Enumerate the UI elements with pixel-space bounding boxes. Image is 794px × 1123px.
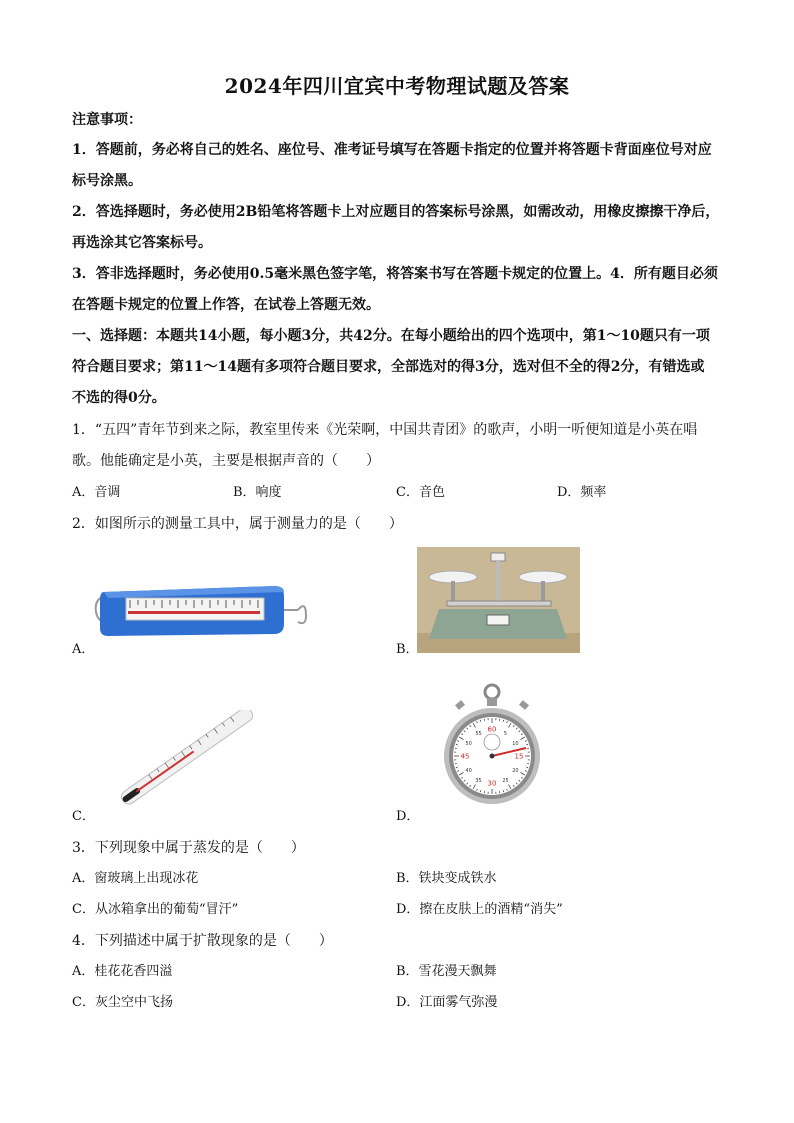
stopwatch-label: 30 <box>487 779 497 788</box>
stopwatch-label: 40 <box>465 768 472 774</box>
q4-option-a: A．桂花花香四溢 <box>72 964 173 979</box>
section-1-line-2: 符合题目要求；第11～14题有多项符合题目要求，全部选对的得3分，选对但不全的得2分，有错选或 <box>72 359 705 375</box>
stopwatch-label: 25 <box>502 777 509 784</box>
balance-icon <box>417 547 580 653</box>
q1-option-b: B．响度 <box>233 485 282 500</box>
q2-option-b: B． <box>396 642 419 657</box>
section-1-line-3: 不选的得0分。 <box>72 390 166 406</box>
stopwatch-image <box>442 682 542 806</box>
notice-item-3-line-1: 3．答非选择题时，务必使用0.5毫米黑色签字笔，将答案书写在答题卡规定的位置上。4．所有题目必须 <box>72 266 718 282</box>
section-1-line-1: 一、选择题：本题共14小题，每小题3分，共42分。在每小题给出的四个选项中，第1～10题只有一项 <box>72 328 710 344</box>
stopwatch-label: 15 <box>514 752 524 761</box>
q3-option-c: C．从冰箱拿出的葡萄“冒汗” <box>72 902 239 917</box>
notice-item-2-line-1: 2．答选择题时，务必使用2B铅笔将答题卡上对应题目的答案标号涂黑，如需改动，用橡皮擦擦干净后， <box>72 204 720 220</box>
q4-option-d: D．江面雾气弥漫 <box>396 995 498 1010</box>
q4-option-c: C．灰尘空中飞扬 <box>72 995 173 1010</box>
thermometer-image <box>106 710 266 805</box>
spring-scale-image <box>94 578 316 640</box>
stopwatch-label: 35 <box>475 777 482 784</box>
stopwatch-label: 50 <box>465 741 472 747</box>
q1-option-c: C．音色 <box>396 485 445 500</box>
notice-item-2-line-2: 再选涂其它答案标号。 <box>72 235 212 251</box>
stopwatch-label: 55 <box>475 731 482 738</box>
notice-item-1-line-2: 标号涂黑。 <box>72 173 142 189</box>
balance-image <box>417 547 580 653</box>
q1-option-a: A．音调 <box>72 485 121 500</box>
stopwatch-label: 60 <box>487 725 497 734</box>
page-title: 2024年四川宜宾中考物理试题及答案 <box>224 74 570 98</box>
q3-stem: 3．下列现象中属于蒸发的是（ ） <box>72 840 305 856</box>
q1-option-d: D．频率 <box>557 485 607 500</box>
thermometer-icon <box>106 710 266 805</box>
q2-option-d: D． <box>396 809 420 824</box>
q3-option-d: D．擦在皮肤上的酒精“消失” <box>396 902 563 917</box>
stopwatch-label: 5 <box>503 731 508 738</box>
notice-heading: 注意事项： <box>72 112 142 128</box>
stopwatch-label: 20 <box>512 768 519 774</box>
q2-stem: 2．如图所示的测量工具中，属于测量力的是（ ） <box>72 516 403 532</box>
q3-option-b: B．铁块变成铁水 <box>396 871 497 886</box>
spring-scale-icon <box>94 578 316 640</box>
q1-stem-line-2: 歌。他能确定是小英，主要是根据声音的（ ） <box>72 453 380 469</box>
notice-item-1-line-1: 1．答题前，务必将自己的姓名、座位号、准考证号填写在答题卡指定的位置并将答题卡背面座位号对应 <box>72 142 712 158</box>
q4-stem: 4．下列描述中属于扩散现象的是（ ） <box>72 933 333 949</box>
notice-item-3-line-2: 在答题卡规定的位置上作答，在试卷上答题无效。 <box>72 297 380 313</box>
q1-stem-line-1: 1．“五四”青年节到来之际，教室里传来《光荣啊，中国共青团》的歌声，小明一听便知道是小英在唱 <box>72 422 698 438</box>
q4-option-b: B．雪花漫天飘舞 <box>396 964 497 979</box>
q3-option-a: A．窗玻璃上出现冰花 <box>72 871 199 886</box>
stopwatch-label: 45 <box>460 752 470 761</box>
stopwatch-label: 10 <box>512 741 519 747</box>
q2-option-c: C． <box>72 809 95 824</box>
q2-option-a: A． <box>72 642 95 657</box>
stopwatch-icon <box>442 682 542 806</box>
